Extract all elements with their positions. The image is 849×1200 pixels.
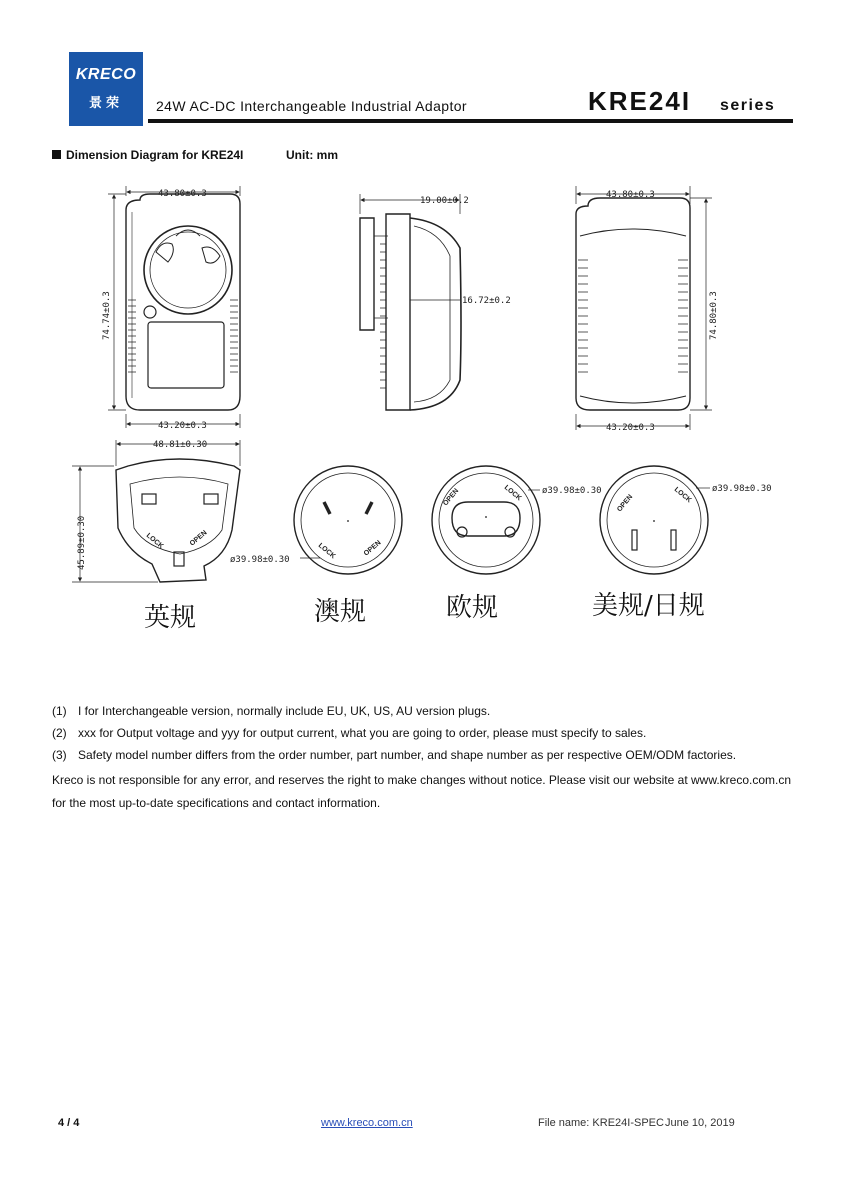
note-text: Safety model number differs from the order number, part number, and shape number as per respective OEM/ODM factories. <box>78 748 737 762</box>
eu-diameter: ø39.98±0.30 <box>542 486 602 496</box>
back-dimensions <box>576 186 712 430</box>
label-au: 澳规 <box>314 597 367 627</box>
uk-plug <box>116 459 240 582</box>
section-unit: Unit: mm <box>286 148 338 162</box>
note-3 <box>52 748 736 762</box>
document-date: June 10, 2019 <box>665 1117 735 1129</box>
us-lock-text: LOCK <box>672 486 693 505</box>
note-2 <box>52 726 646 740</box>
series-word: series <box>720 97 776 114</box>
front-width-bottom: 43.20±0.3 <box>158 421 207 431</box>
front-height: 74.74±0.3 <box>102 291 112 340</box>
uk-lock-text: LOCK <box>144 532 165 551</box>
us-open-text: OPEN <box>616 493 635 514</box>
uk-open-text: OPEN <box>188 529 209 548</box>
note-number: (3) <box>52 748 67 762</box>
note-text: I for Interchangeable version, normally include EU, UK, US, AU version plugs. <box>78 704 491 718</box>
website-link[interactable]: www.kreco.com.cn <box>321 1117 413 1129</box>
note-number: (1) <box>52 704 67 718</box>
logo-text-en: KRECO <box>75 66 137 83</box>
section-title-text: Dimension Diagram for KRE24I <box>66 148 244 162</box>
us-diameter: ø39.98±0.30 <box>712 484 772 494</box>
eu-open-text: OPEN <box>442 487 461 508</box>
back-height: 74.80±0.3 <box>709 291 719 340</box>
logo-text-cn: 景荣 <box>88 96 123 111</box>
product-subtitle: 24W AC-DC Interchangeable Industrial Adaptor <box>156 98 467 114</box>
side-depth-mid: 16.72±0.2 <box>462 296 511 306</box>
label-eu: 欧规 <box>446 593 499 623</box>
front-dimensions <box>108 186 240 428</box>
back-view <box>576 198 690 410</box>
page-number: 4 / 4 <box>58 1117 80 1129</box>
au-diameter: ø39.98±0.30 <box>230 555 290 565</box>
label-uk: 英规 <box>144 603 197 633</box>
side-view <box>360 214 461 410</box>
note-1 <box>52 704 490 718</box>
disclaimer: Kreco is not responsible for any error, and reserves the right to make changes without notice. Please visit our website at www.kreco.com.cn for the most up-to-date specifications and contact information. <box>52 773 792 810</box>
eu-lock-text: LOCK <box>502 484 523 503</box>
uk-height: 45.89±0.30 <box>77 515 87 570</box>
back-width-top: 43.80±0.3 <box>606 190 655 200</box>
eu-plug <box>432 466 540 574</box>
side-depth-top: 19.00±0.2 <box>420 196 469 206</box>
front-view <box>126 194 240 410</box>
file-name: File name: KRE24I-SPEC <box>538 1117 664 1129</box>
label-us-jp: 美规/日规 <box>592 591 705 621</box>
series-model: KRE24I <box>588 86 692 116</box>
note-number: (2) <box>52 726 67 740</box>
back-width-bottom: 43.20±0.3 <box>606 423 655 433</box>
front-width-top: 43.80±0.3 <box>158 189 207 199</box>
au-lock-text: LOCK <box>316 542 337 561</box>
au-open-text: OPEN <box>362 539 383 558</box>
us-jp-plug <box>600 466 708 574</box>
uk-width: 48.81±0.30 <box>153 440 208 450</box>
note-text: xxx for Output voltage and yyy for output current, what you are going to order, please must specify to sales. <box>78 726 647 740</box>
